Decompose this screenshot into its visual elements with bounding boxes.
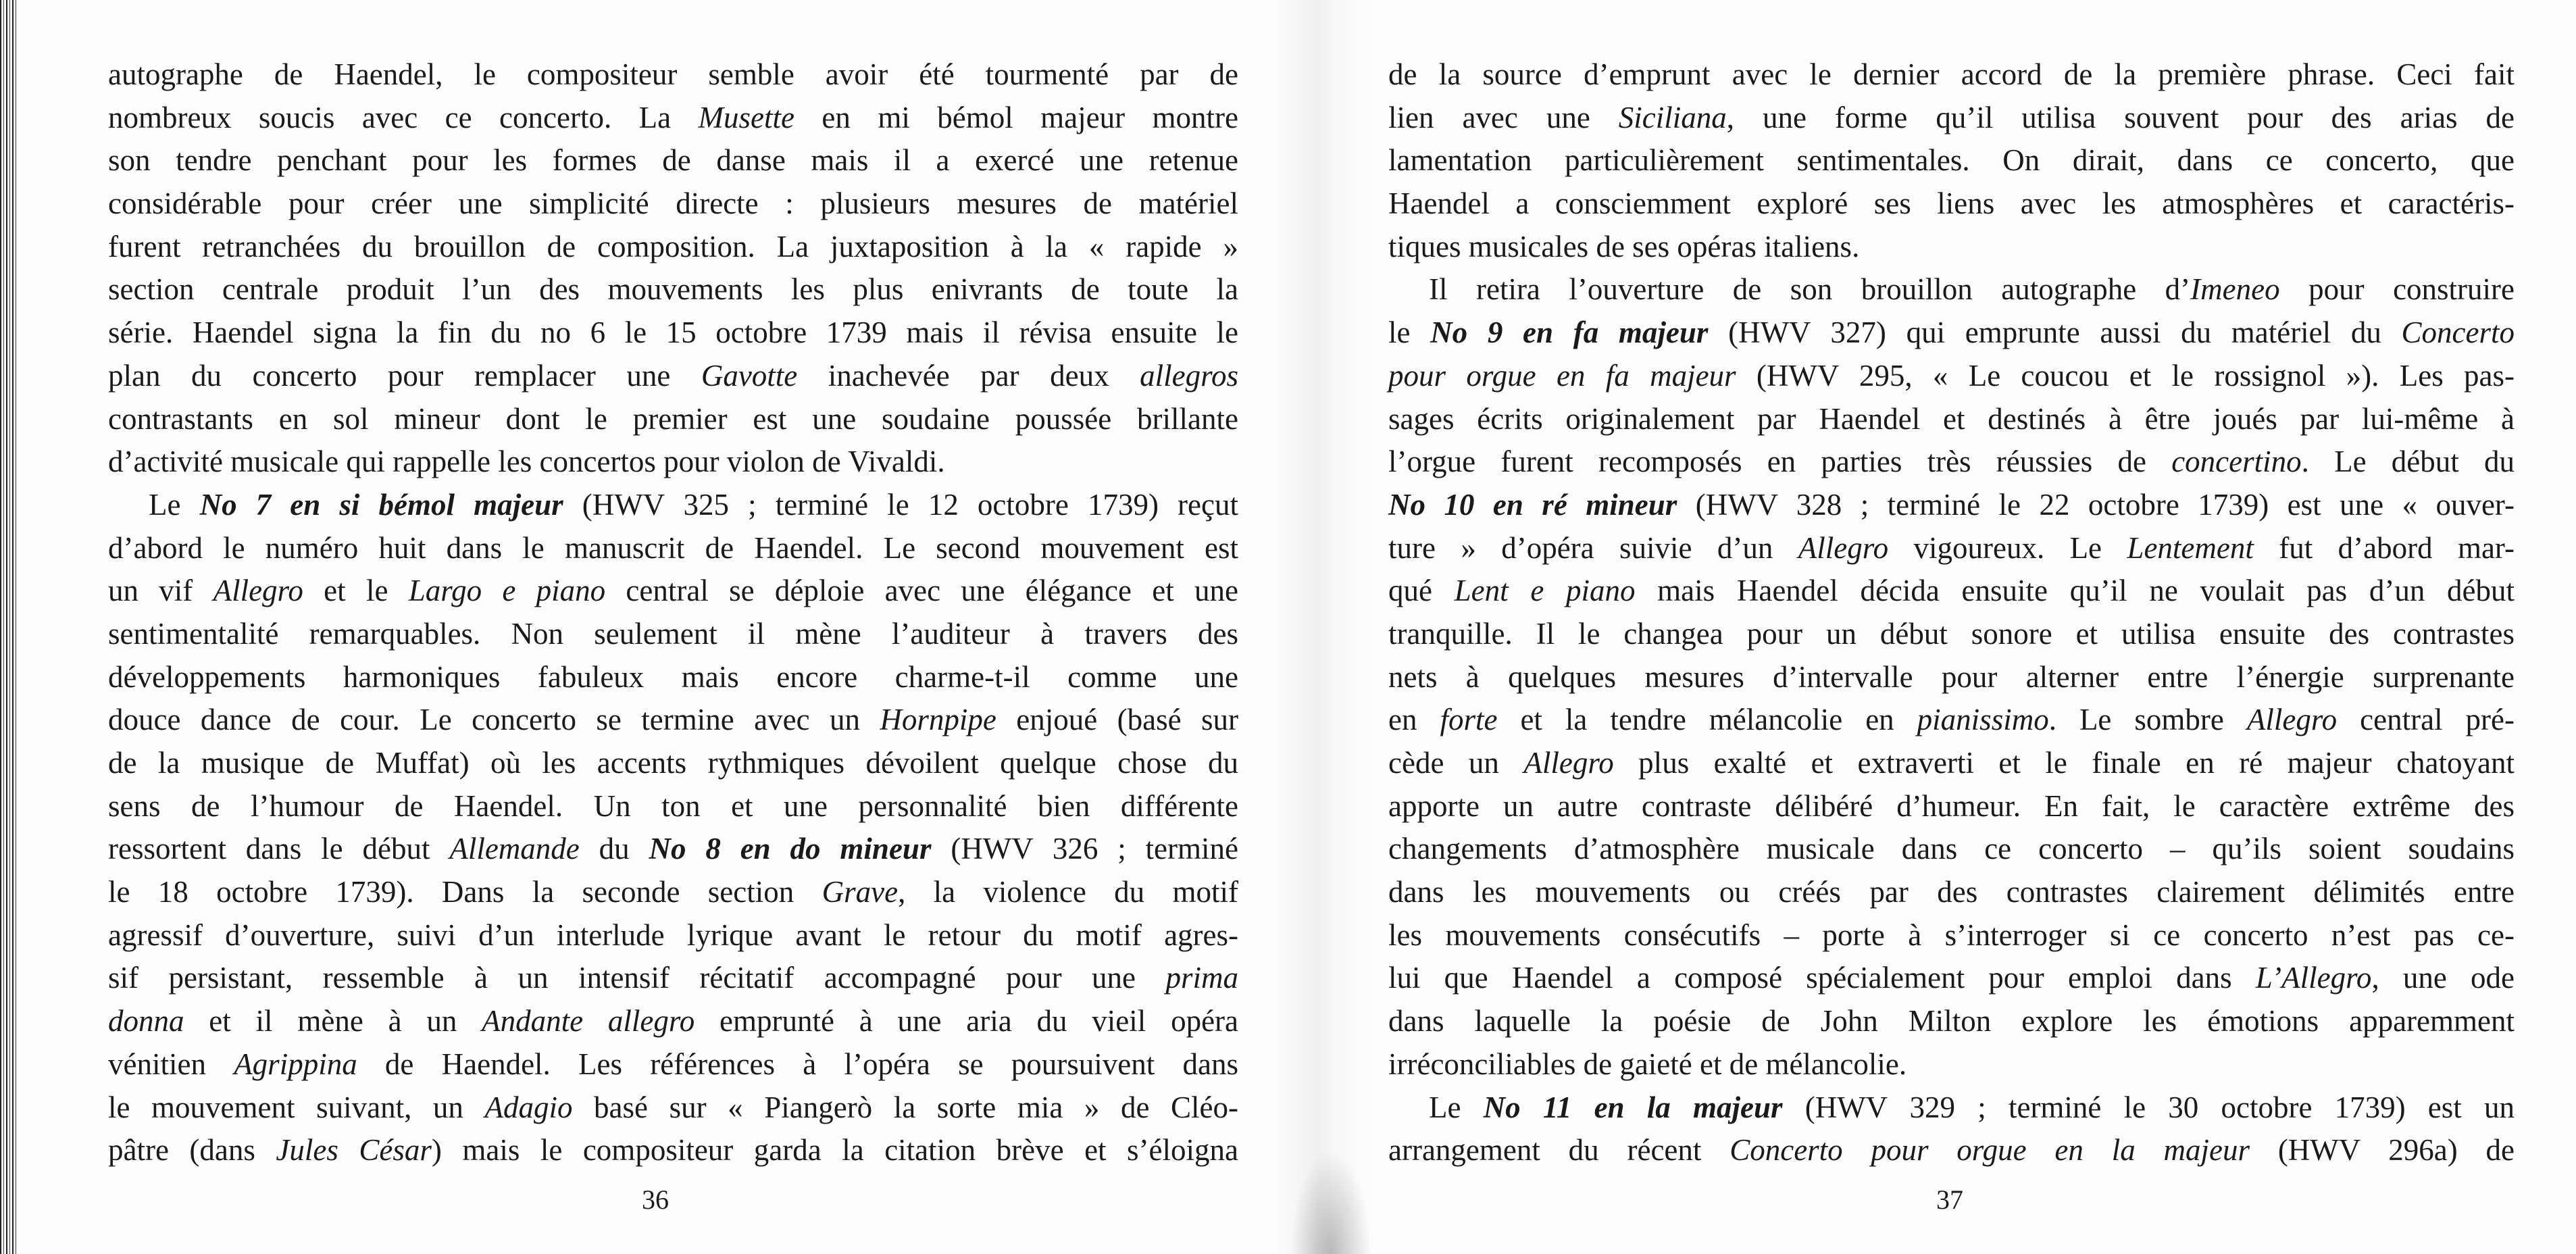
- gutter-bottom-shadow: [1290, 1149, 1371, 1254]
- text-line: [108, 484, 1238, 527]
- text-run: l’orgue furent recomposés en parties très réussies de: [1388, 445, 2172, 479]
- text-run: et la tendre mélancolie en: [1497, 703, 1917, 737]
- page-number-left: 36: [642, 1184, 669, 1215]
- left-page-text: [108, 53, 1238, 1172]
- italic-text: concertino: [2171, 445, 2302, 479]
- text-line: [108, 1000, 1238, 1043]
- text-run: ) mais le compositeur garda la citation brève et s’éloigna: [431, 1133, 1239, 1168]
- italic-text: prima: [1165, 961, 1238, 995]
- italic-text: pianissimo: [1917, 703, 2049, 737]
- text-run: changements d’atmosphère musicale dans ce concerto – qu’ils soient soudains: [1388, 832, 2515, 866]
- text-line: [108, 226, 1238, 269]
- italic-text: pour orgue en fa majeur: [1388, 358, 1736, 393]
- text-line: [108, 441, 1238, 484]
- text-run: un vif: [108, 574, 213, 608]
- italic-text: allegros: [1140, 358, 1238, 393]
- italic-text: donna: [108, 1004, 184, 1038]
- text-run: fut d’abord mar-: [2253, 530, 2515, 565]
- text-run: (HWV 328 ; terminé le 22 octobre 1739) est une « ouver-: [1677, 487, 2515, 522]
- italic-text: L’Allegro: [2255, 961, 2372, 995]
- text-run: et il mène à un: [184, 1004, 482, 1038]
- text-line: [1388, 914, 2515, 957]
- text-run: développements harmoniques fabuleux mais encore charme-t-il comme une: [108, 659, 1238, 694]
- right-page-text: [1388, 53, 2515, 1172]
- text-line: [108, 1129, 1238, 1172]
- text-run: , la violence du motif: [898, 875, 1238, 909]
- text-run: le mouvement suivant, un: [108, 1090, 485, 1124]
- text-run: agressif d’ouverture, suivi d’un interlude lyrique avant le retour du motif agres-: [108, 918, 1238, 952]
- text-run: basé sur « Piangerò la sorte mia » de Cléo-: [572, 1090, 1238, 1124]
- text-line: [1388, 1043, 2515, 1086]
- text-run: enjoué (basé sur: [996, 703, 1238, 737]
- italic-text: Musette: [698, 100, 794, 134]
- italic-text: Lentement: [2127, 530, 2254, 565]
- text-run: les mouvements consécutifs – porte à s’interroger si ce concerto n’est pas ce-: [1388, 918, 2515, 952]
- text-run: dans laquelle la poésie de John Milton explore les émotions apparemment: [1388, 1004, 2515, 1038]
- text-run: pâtre (dans: [108, 1133, 276, 1168]
- text-run: arrangement du récent: [1388, 1133, 1730, 1168]
- text-run: pour construire: [2279, 272, 2515, 307]
- italic-text: Concerto: [2401, 316, 2515, 350]
- text-line: [108, 914, 1238, 957]
- text-run: nombreux soucis avec ce concerto. La: [108, 100, 699, 134]
- text-run: , une ode: [2371, 961, 2515, 995]
- text-run: de Haendel. Les références à l’opéra se poursuivent dans: [357, 1047, 1238, 1081]
- text-run: Le: [149, 487, 200, 522]
- text-run: série. Haendel signa la fin du no 6 le 15 octobre 1739 mais il révisa ensuite le: [108, 316, 1238, 350]
- italic-text: Largo e piano: [408, 574, 606, 608]
- text-line: [108, 1043, 1238, 1086]
- text-run: , une forme qu’il utilisa souvent pour des arias de: [1726, 100, 2515, 134]
- text-line: [1388, 1086, 2515, 1130]
- text-run: contrastants en sol mineur dont le premier est une soudaine poussée brillante: [108, 401, 1238, 436]
- text-run: (HWV 295, « Le coucou et le rossignol »). Les pas-: [1736, 358, 2515, 393]
- italic-text: Gavotte: [701, 358, 798, 393]
- italic-text: Allegro: [2246, 703, 2338, 737]
- text-run: lien avec une: [1388, 100, 1619, 134]
- text-run: inachevée par deux: [797, 358, 1140, 393]
- text-run: vigoureux. Le: [1888, 530, 2127, 565]
- text-run: mais Haendel décida ensuite qu’il ne voulait pas d’un début: [1635, 574, 2515, 608]
- italic-text: forte: [1440, 703, 1498, 737]
- italic-text: Grave: [822, 875, 899, 909]
- italic-text: Jules César: [276, 1133, 432, 1168]
- text-line: [108, 742, 1238, 785]
- text-run: Le: [1429, 1090, 1484, 1124]
- text-line: [1388, 484, 2515, 527]
- text-run: douce dance de cour. Le concerto se termine avec un: [108, 703, 880, 737]
- bold-italic-title: No 10 en ré mineur: [1388, 487, 1677, 522]
- text-run: lui que Haendel a composé spécialement pour emploi dans: [1388, 961, 2256, 995]
- italic-text: Hornpipe: [880, 703, 996, 737]
- text-run: d’abord le numéro huit dans le manuscrit de Haendel. Le second mouvement est: [108, 530, 1238, 565]
- text-line: [108, 355, 1238, 398]
- text-line: [1388, 441, 2515, 484]
- italic-text: Allegro: [1798, 530, 1889, 565]
- page-gutter-shadow: [1270, 0, 1378, 1254]
- text-run: sentimentalité remarquables. Non seulement il mène l’auditeur à travers des: [108, 616, 1238, 651]
- text-line: [108, 398, 1238, 441]
- text-run: cède un: [1388, 746, 1524, 780]
- italic-text: Siciliana: [1618, 100, 1727, 134]
- text-line: [108, 182, 1238, 226]
- text-line: [1388, 570, 2515, 613]
- text-run: dans les mouvements ou créés par des contrastes clairement délimités entre: [1388, 875, 2515, 909]
- italic-text: Allemande: [449, 832, 580, 866]
- text-line: [108, 268, 1238, 311]
- text-line: [108, 97, 1238, 140]
- text-run: irréconciliables de gaieté et de mélancolie.: [1388, 1047, 1907, 1081]
- page-number-right: 37: [1936, 1184, 1963, 1215]
- italic-text: Adagio: [484, 1090, 573, 1124]
- text-run: ressortent dans le début: [108, 832, 450, 866]
- text-line: [1388, 742, 2515, 785]
- text-line: [1388, 699, 2515, 742]
- text-run: le 18 octobre 1739). Dans la seconde section: [108, 875, 822, 909]
- text-run: section centrale produit l’un des mouvements les plus enivrants de toute la: [108, 272, 1238, 307]
- text-run: . Le début du: [2301, 445, 2515, 479]
- text-run: sens de l’humour de Haendel. Un ton et une personnalité bien différente: [108, 788, 1238, 823]
- italic-text: Andante allegro: [482, 1004, 695, 1038]
- text-run: . Le sombre: [2048, 703, 2247, 737]
- text-run: plan du concerto pour remplacer une: [108, 358, 701, 393]
- text-run: (HWV 326 ; terminé: [931, 832, 1238, 866]
- text-run: tiques musicales de ses opéras italiens.: [1388, 229, 1860, 264]
- text-line: [108, 957, 1238, 1000]
- text-line: [108, 570, 1238, 613]
- text-run: (HWV 327) qui emprunte aussi du matériel du: [1708, 316, 2402, 350]
- bold-italic-title: No 8 en do mineur: [649, 832, 932, 866]
- italic-text: Lent e piano: [1454, 574, 1636, 608]
- text-line: [108, 699, 1238, 742]
- text-run: qué: [1388, 574, 1455, 608]
- text-run: du: [579, 832, 649, 866]
- text-line: [1388, 226, 2515, 269]
- text-run: son tendre penchant pour les formes de danse mais il a exercé une retenue: [108, 143, 1238, 178]
- text-run: Il retira l’ouverture de son brouillon autographe d’: [1429, 272, 2191, 307]
- text-line: [108, 311, 1238, 355]
- text-run: Haendel a consciemment exploré ses liens avec les atmosphères et caractéris-: [1388, 186, 2515, 221]
- text-run: (HWV 296a) de: [2250, 1133, 2515, 1168]
- text-line: [108, 828, 1238, 871]
- text-line: [1388, 398, 2515, 441]
- text-run: central pré-: [2337, 703, 2515, 737]
- bold-italic-title: No 9 en fa majeur: [1430, 316, 1709, 350]
- text-line: [1388, 268, 2515, 311]
- text-run: emprunté à une aria du vieil opéra: [694, 1004, 1238, 1038]
- text-run: autographe de Haendel, le compositeur semble avoir été tourmenté par de: [108, 57, 1238, 91]
- text-line: [108, 1086, 1238, 1130]
- text-line: [108, 613, 1238, 656]
- text-line: [1388, 957, 2515, 1000]
- text-line: [1388, 527, 2515, 570]
- text-run: plus exalté et extraverti et le finale en ré majeur chatoyant: [1613, 746, 2515, 780]
- text-run: furent retranchées du brouillon de composition. La juxtaposition à la « rapide »: [108, 229, 1238, 264]
- text-line: [1388, 139, 2515, 182]
- text-line: [108, 139, 1238, 182]
- text-line: [1388, 311, 2515, 355]
- text-run: de la musique de Muffat) où les accents rythmiques dévoilent quelque chose du: [108, 746, 1238, 780]
- italic-text: Concerto pour orgue en la majeur: [1729, 1133, 2250, 1168]
- text-line: [1388, 785, 2515, 828]
- book-binding-edge: [0, 0, 16, 1254]
- italic-text: Allegro: [1523, 746, 1614, 780]
- text-run: en: [1388, 703, 1440, 737]
- bold-italic-title: No 7 en si bémol majeur: [199, 487, 563, 522]
- italic-text: Imeneo: [2190, 272, 2280, 307]
- text-run: tranquille. Il le changea pour un début sonore et utilisa ensuite des contrastes: [1388, 616, 2515, 651]
- italic-text: Agrippina: [234, 1047, 357, 1081]
- text-line: [1388, 53, 2515, 97]
- text-run: sages écrits originalement par Haendel et destinés à être joués par lui-même à: [1388, 401, 2515, 436]
- text-run: lamentation particulièrement sentimentales. On dirait, dans ce concerto, que: [1388, 143, 2515, 178]
- italic-text: Allegro: [213, 574, 303, 608]
- text-line: [108, 871, 1238, 914]
- text-run: (HWV 329 ; terminé le 30 octobre 1739) est un: [1782, 1090, 2515, 1124]
- text-line: [1388, 182, 2515, 226]
- text-run: d’activité musicale qui rappelle les concertos pour violon de Vivaldi.: [108, 445, 945, 479]
- text-run: de la source d’emprunt avec le dernier accord de la première phrase. Ceci fait: [1388, 57, 2515, 91]
- text-run: en mi bémol majeur montre: [794, 100, 1238, 134]
- text-line: [108, 785, 1238, 828]
- text-run: ture » d’opéra suivie d’un: [1388, 530, 1798, 565]
- text-line: [108, 527, 1238, 570]
- text-line: [1388, 97, 2515, 140]
- text-run: nets à quelques mesures d’intervalle pour alterner entre l’énergie surprenante: [1388, 659, 2515, 694]
- text-run: central se déploie avec une élégance et une: [605, 574, 1238, 608]
- text-line: [108, 656, 1238, 699]
- text-line: [1388, 871, 2515, 914]
- text-run: le: [1388, 316, 1431, 350]
- text-run: considérable pour créer une simplicité directe : plusieurs mesures de matériel: [108, 186, 1238, 221]
- text-run: (HWV 325 ; terminé le 12 octobre 1739) reçut: [563, 487, 1238, 522]
- text-run: vénitien: [108, 1047, 234, 1081]
- text-line: [1388, 1129, 2515, 1172]
- text-line: [1388, 828, 2515, 871]
- text-run: et le: [303, 574, 409, 608]
- text-line: [1388, 613, 2515, 656]
- text-run: sif persistant, ressemble à un intensif récitatif accompagné pour une: [108, 961, 1166, 995]
- text-run: apporte un autre contraste délibéré d’humeur. En fait, le caractère extrême des: [1388, 788, 2515, 823]
- text-line: [1388, 355, 2515, 398]
- text-line: [1388, 1000, 2515, 1043]
- bold-italic-title: No 11 en la majeur: [1483, 1090, 1783, 1124]
- text-line: [108, 53, 1238, 97]
- text-line: [1388, 656, 2515, 699]
